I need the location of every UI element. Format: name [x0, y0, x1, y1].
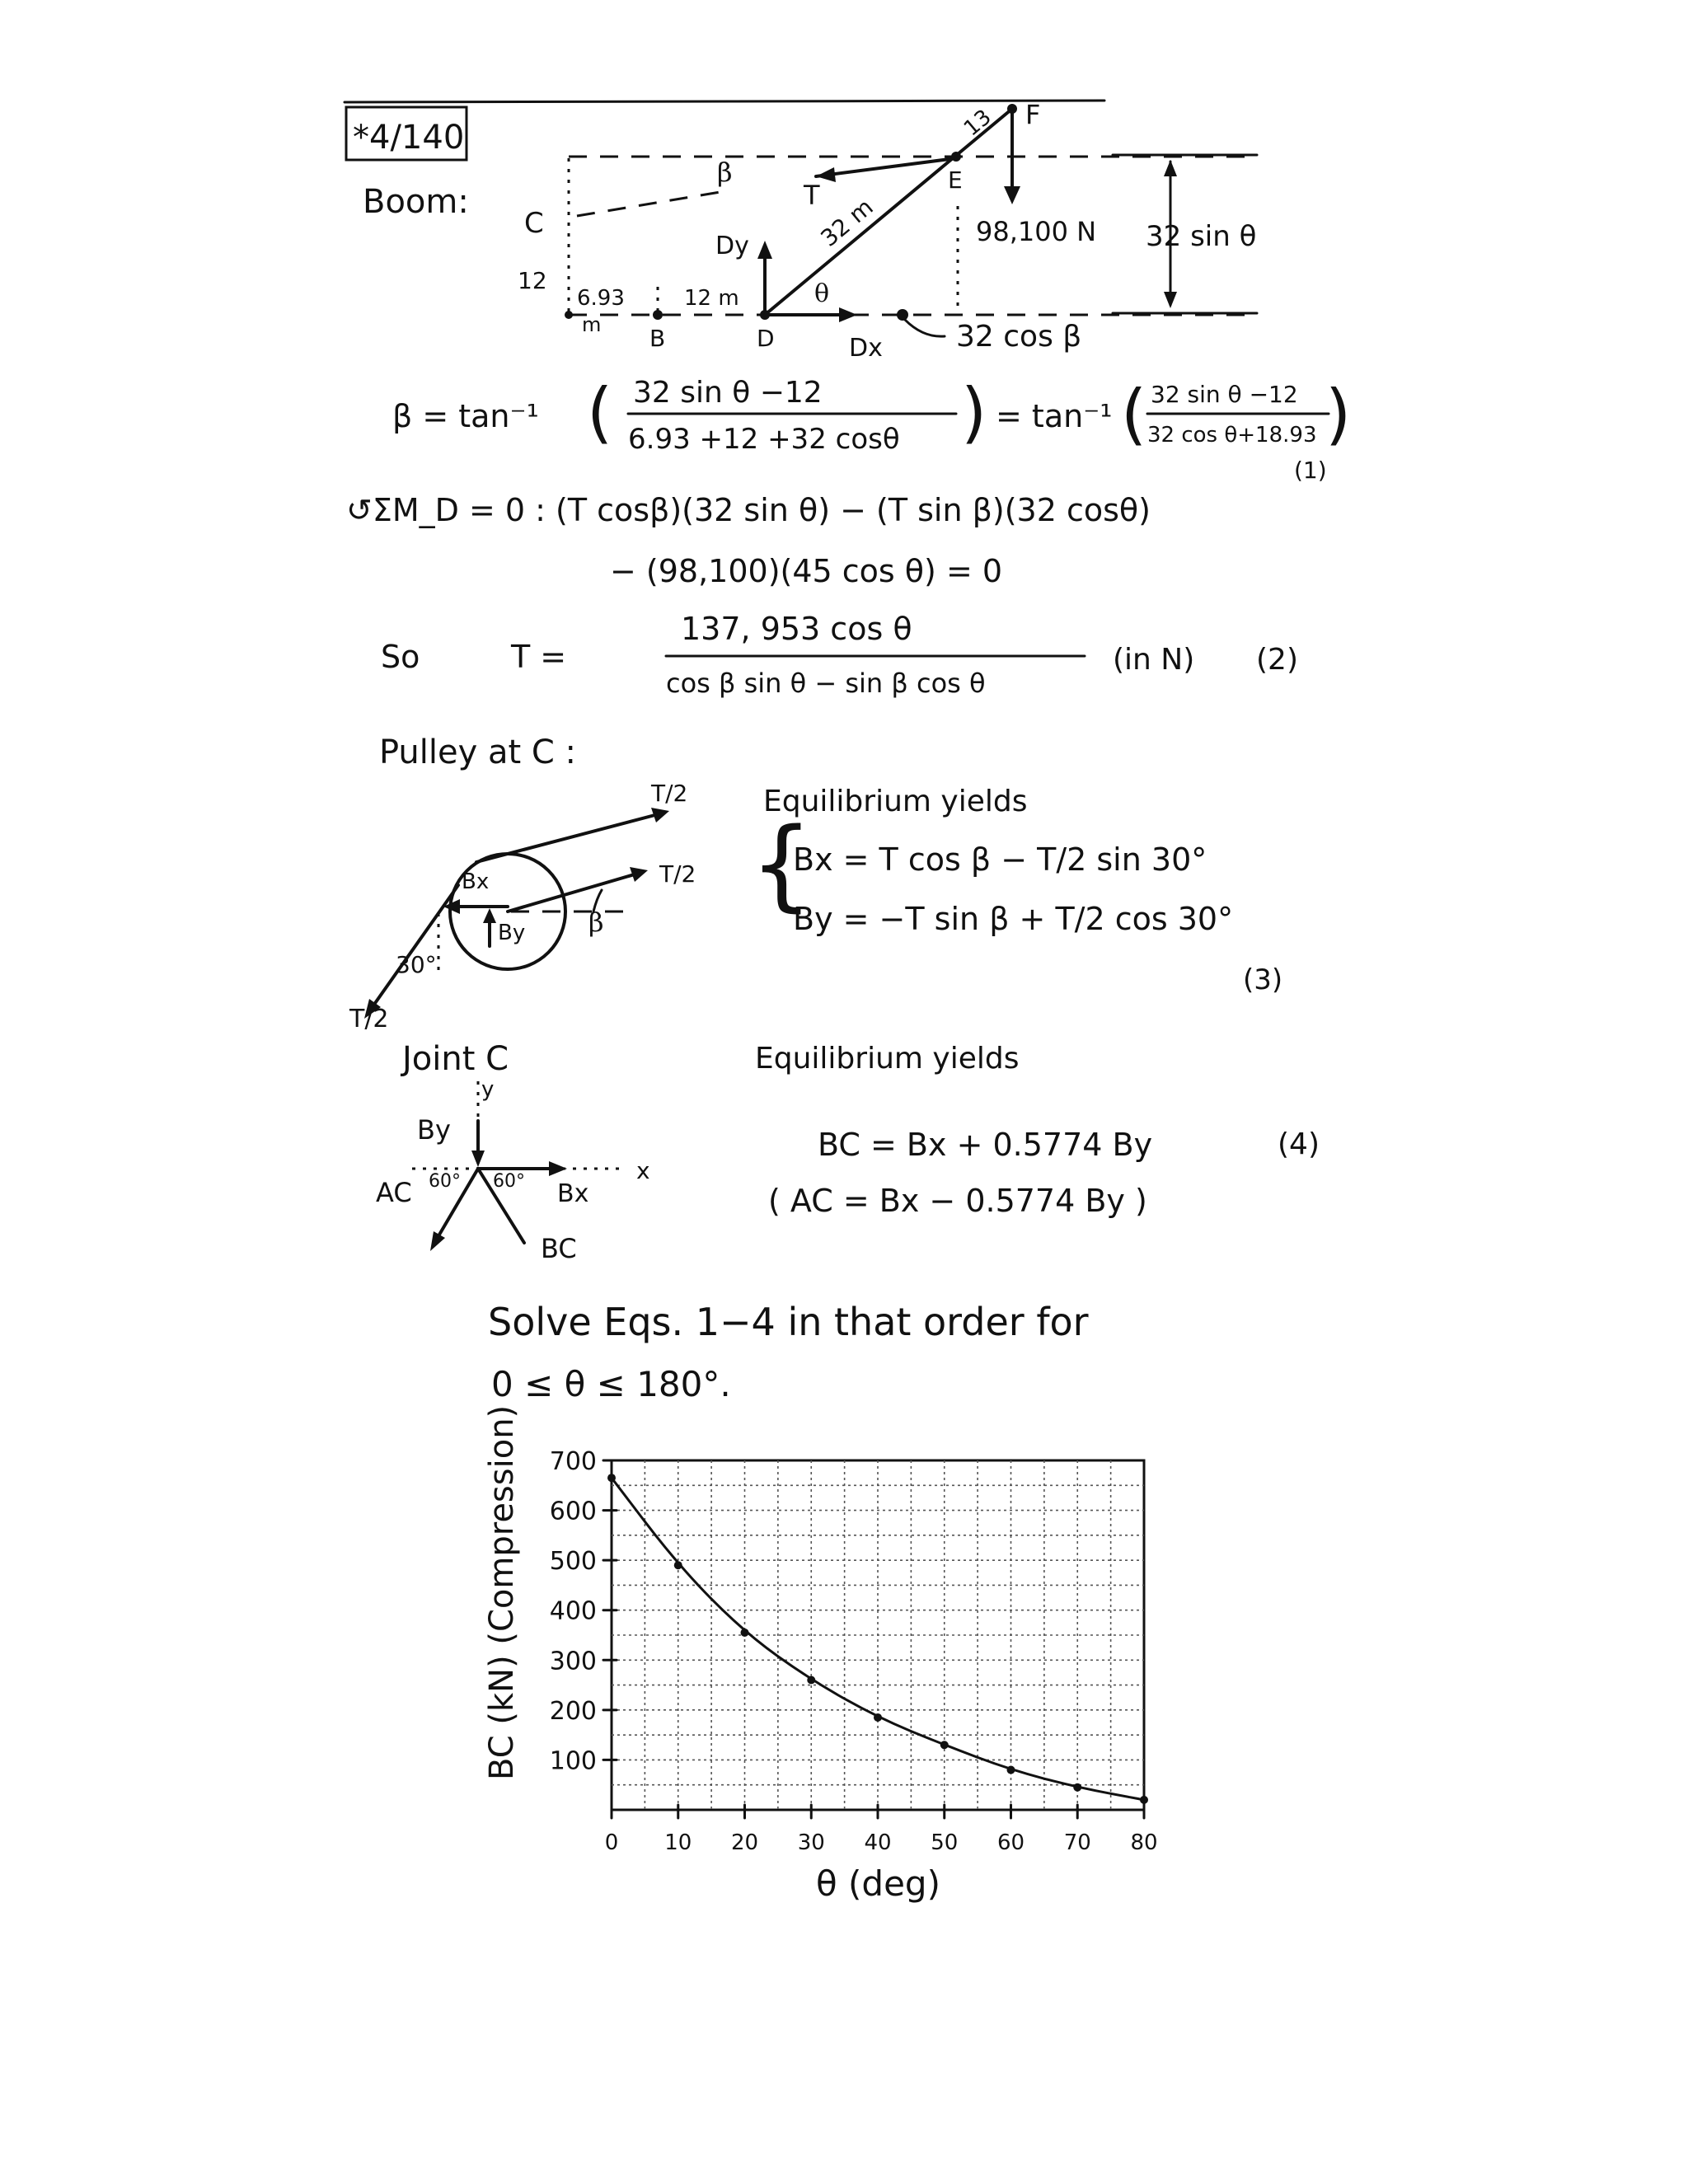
beta2-paren-open: ( [1121, 376, 1147, 452]
pulley-force-mid-arrowhead [630, 867, 648, 882]
chart-data-point [741, 1629, 749, 1637]
joint-bx: Bx [557, 1179, 589, 1208]
point-c-base [565, 311, 573, 319]
chart-y-label: BC (kN) (Compression) [483, 1404, 521, 1780]
label-32m: 32 m [815, 193, 879, 252]
chart-y-tick-label: 700 [549, 1447, 597, 1476]
beta-numerator: 32 sin θ −12 [633, 376, 823, 410]
chart-data-point [807, 1676, 815, 1685]
pulley-rope-top [476, 813, 664, 862]
eq4-tag: (4) [1278, 1127, 1320, 1161]
t-lhs: T = [511, 639, 567, 675]
solve-line-1: Solve Eqs. 1−4 in that order for [488, 1300, 1089, 1344]
chart-x-ticks [605, 1805, 1158, 1855]
pulley-by: By [498, 921, 526, 945]
point-e [951, 152, 961, 162]
joint-bx-arrowhead [549, 1161, 567, 1176]
pulley-by-arrowhead [483, 908, 496, 923]
chart-x-tick-label: 30 [797, 1830, 825, 1855]
load-label: 98,100 N [976, 216, 1097, 247]
pulley-rope-top-arrowhead [651, 808, 669, 823]
joint-y-label: y [481, 1077, 495, 1102]
dx-arrowhead [839, 307, 857, 322]
pulley-angle: 30° [396, 951, 437, 978]
pulley-eq-heading: Equilibrium yields [763, 785, 1028, 818]
chart-x-tick-label: 70 [1063, 1830, 1091, 1855]
chart-x-tick-label: 50 [931, 1830, 959, 1855]
label-c: C [524, 207, 544, 240]
pulley-eq-by: By = −T sin β + T/2 cos 30° [793, 901, 1234, 937]
chart-points [607, 1474, 1148, 1804]
beta-equation [392, 374, 1351, 484]
chart-y-tick-label: 100 [549, 1746, 597, 1776]
joint-angle-right: 60° [493, 1171, 525, 1192]
joint-eq-ac: ( AC = Bx − 0.5774 By ) [768, 1183, 1147, 1219]
t-half-top: T/2 [651, 780, 688, 807]
label-m: m [582, 313, 602, 336]
beta-numerator-2: 32 sin θ −12 [1151, 381, 1298, 408]
chart-x-tick-label: 80 [1130, 1830, 1158, 1855]
pulley-brace: { [750, 808, 814, 922]
chart-data-point [674, 1561, 682, 1569]
chart-y-ticks [550, 1447, 617, 1775]
joint-by-arrowhead [471, 1151, 485, 1167]
label-dy: Dy [715, 232, 749, 260]
pulley-force-mid [508, 872, 643, 912]
t-numerator: 137, 953 cos θ [681, 611, 912, 647]
label-t: T [804, 180, 820, 211]
chart-x-tick-label: 20 [730, 1830, 759, 1855]
chart-data-point [1140, 1796, 1148, 1804]
chart-data-point [1073, 1783, 1081, 1792]
beta-eq2: = tan⁻¹ [996, 398, 1113, 434]
label-dx: Dx [849, 334, 883, 363]
load-arrowhead [1004, 186, 1020, 204]
label-12m: 12 m [684, 286, 739, 311]
chart-data-point [940, 1741, 949, 1749]
moment-line-2: − (98,100)(45 cos θ) = 0 [610, 553, 1003, 589]
chart-x-tick-label: 40 [864, 1830, 892, 1855]
bc-chart [483, 1405, 1158, 1904]
t-half-bottom: T/2 [349, 1005, 389, 1033]
pulley-beta: β [588, 907, 604, 938]
chart-y-tick-label: 500 [549, 1547, 597, 1577]
joint-heading: Joint C [402, 1040, 509, 1078]
pulley-section [349, 733, 1282, 1033]
moment-line-1: ↺ΣM_D = 0 : (T cosβ)(32 sin θ) − (T sin β)(32 cosθ) [346, 492, 1151, 528]
eq3-tag: (3) [1243, 963, 1283, 996]
beta-denominator-2: 32 cos θ+18.93 [1147, 423, 1317, 448]
chart-y-tick-label: 200 [549, 1696, 597, 1726]
joint-ac: AC [376, 1177, 412, 1208]
joint-angle-left: 60° [429, 1171, 461, 1192]
rope-dashed [577, 191, 725, 216]
beta-denominator: 6.93 +12 +32 cosθ [628, 423, 900, 456]
horizontal-label: 32 cos β [956, 320, 1082, 354]
pulley-rope-bottom [368, 885, 458, 1014]
joint-bc: BC [541, 1233, 577, 1264]
beta-paren-open: ( [587, 374, 613, 451]
solve-section [488, 1300, 1089, 1404]
chart-y-tick-label: 600 [549, 1497, 597, 1526]
beta2-paren-close: ) [1325, 376, 1352, 452]
boom-section [345, 99, 1257, 363]
pulley-heading: Pulley at C : [379, 733, 577, 771]
label-theta: θ [814, 279, 830, 308]
eq2-tag: (2) [1256, 643, 1298, 677]
pulley-bx: Bx [462, 869, 490, 894]
tension-equation [381, 611, 1298, 699]
t-denominator: cos β sin θ − sin β cos θ [666, 668, 986, 699]
so-label: So [381, 639, 420, 675]
joint-by: By [417, 1114, 451, 1146]
chart-x-label: θ (deg) [816, 1863, 940, 1904]
t-half-mid: T/2 [659, 860, 696, 888]
problem-number: *4/140 [353, 119, 465, 157]
solve-line-2: 0 ≤ θ ≤ 180°. [491, 1364, 731, 1404]
dimension-marker [897, 309, 908, 321]
chart-x-tick-label: 60 [996, 1830, 1025, 1855]
chart-y-tick-label: 400 [549, 1596, 597, 1626]
joint-eq-bc: BC = Bx + 0.5774 By [818, 1127, 1153, 1163]
chart-data-point [1007, 1766, 1015, 1774]
beta-paren-close: ) [961, 374, 987, 451]
label-beta: β [717, 157, 733, 188]
chart-data-point [607, 1474, 616, 1482]
label-b: B [649, 325, 666, 352]
joint-eq-heading: Equilibrium yields [755, 1042, 1020, 1076]
label-d: D [757, 325, 775, 352]
label-12-vertical: 12 [518, 267, 547, 294]
joint-section [376, 1040, 1320, 1264]
chart-y-tick-label: 300 [549, 1647, 597, 1676]
eq1-tag: (1) [1294, 457, 1327, 484]
height-dim-up [1164, 160, 1177, 176]
beta-lhs: β = tan⁻¹ [392, 398, 539, 434]
moment-equation [346, 492, 1151, 589]
label-693: 6.93 [577, 286, 625, 311]
chart-x-tick-label: 0 [604, 1830, 619, 1855]
joint-ac-arrowhead [430, 1231, 445, 1251]
pulley-eq-bx: Bx = T cos β − T/2 sin 30° [793, 841, 1207, 878]
height-label: 32 sin θ [1146, 220, 1257, 253]
chart-data-point [874, 1713, 882, 1722]
label-e: E [948, 166, 963, 194]
chart-x-tick-label: 10 [664, 1830, 692, 1855]
joint-x-label: x [636, 1157, 650, 1184]
boom-label: Boom: [363, 183, 469, 221]
label-13: 13 [959, 105, 996, 142]
dy-arrowhead [757, 241, 772, 259]
top-rule [345, 101, 1104, 102]
label-f: F [1025, 99, 1041, 130]
chart-grid [612, 1460, 1144, 1810]
t-units: (in N) [1113, 643, 1195, 677]
height-dim-down [1164, 292, 1177, 308]
dim-leader [905, 320, 945, 336]
